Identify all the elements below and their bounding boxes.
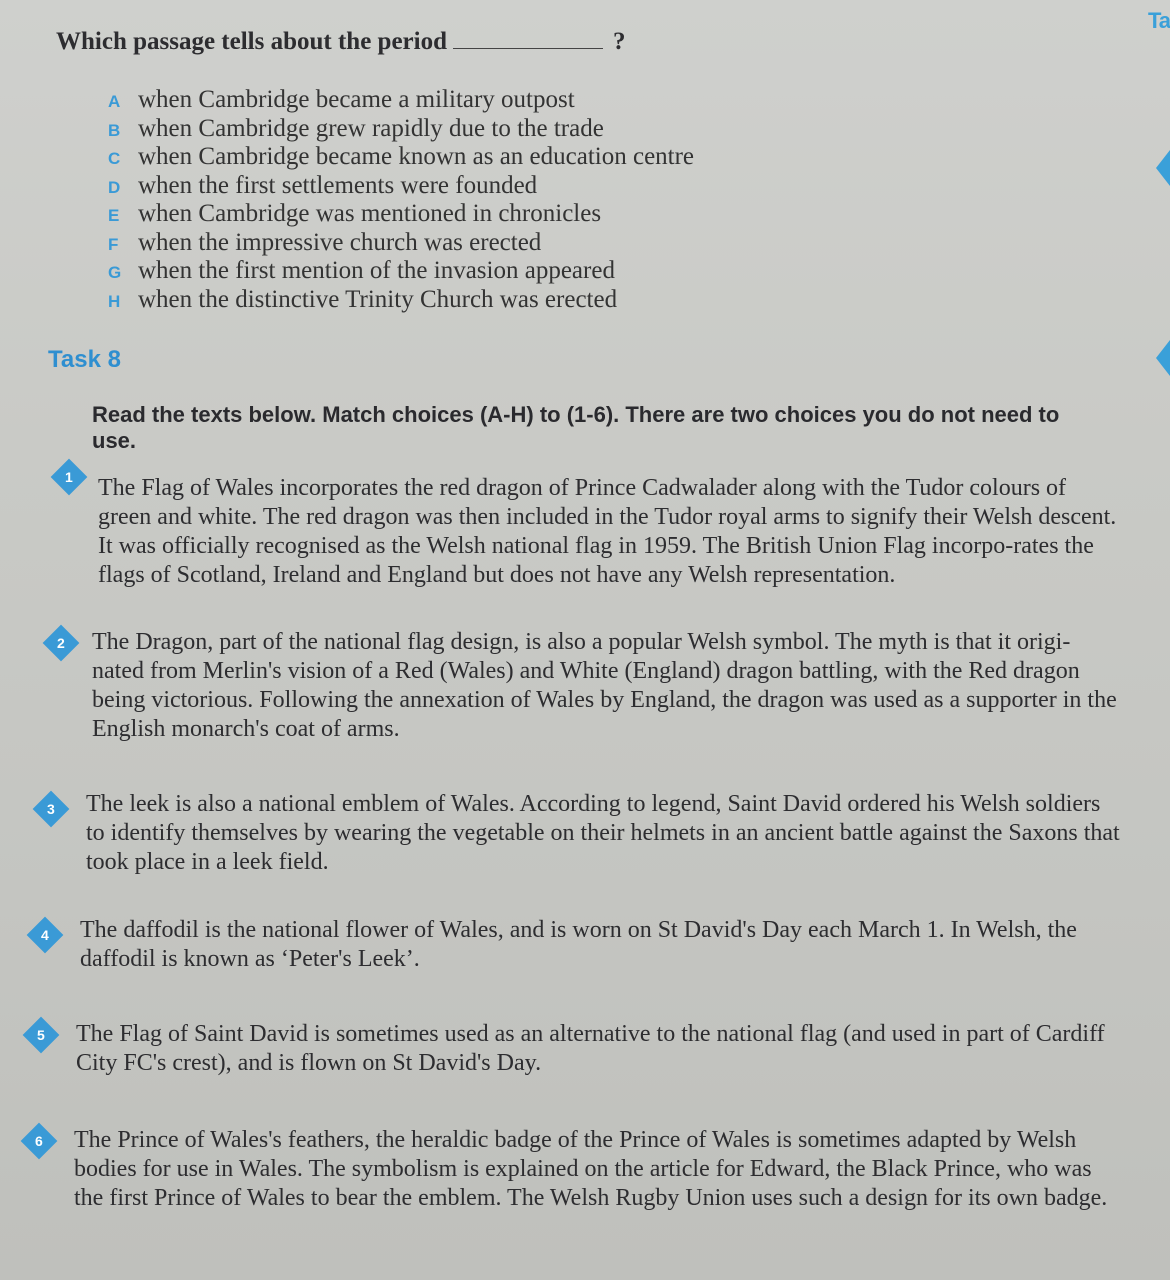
task-instructions: Read the texts below. Match choices (A-H) to (1-6). There are two choices you do not need to use. (92, 402, 1060, 453)
option-f (108, 229, 708, 258)
option-letter: F (108, 234, 119, 254)
passage-1: The Flag of Wales incorporates the red dragon of Prince Cadwalader along with the Tudor colours of green and white. The red dragon was then included in the Tudor royal arms to signify their Welsh descent. It was officially recognised as the Welsh national flag in 1959. The British Union Flag incorpo-rates the flags of Scotland, Ireland and England but does not have any Welsh representation. (98, 475, 1117, 588)
options-list (108, 86, 708, 314)
answer-blank[interactable] (453, 48, 603, 49)
option-c (108, 143, 708, 172)
passage-5: The Flag of Saint David is sometimes used as an alternative to the national flag (and used in part of Cardiff City FC's crest), and is flown on St David's Day. (76, 1021, 1105, 1076)
task-title: Task 8 (48, 346, 121, 373)
passage-number: 6 (35, 1132, 43, 1149)
passage-3: The leek is also a national emblem of Wales. According to legend, Saint David ordered his Welsh soldiers to identify themselves by wearing the vegetable on their helmets in an ancient battle against the Saxons that took place in a leek field. (86, 791, 1120, 875)
passage-number-badge (43, 625, 80, 662)
option-text: when the distinctive Trinity Church was erected (138, 285, 618, 313)
option-letter: E (108, 206, 120, 225)
option-d (108, 172, 708, 201)
option-letter: D (108, 177, 121, 197)
passage-number-badge (27, 917, 64, 954)
option-g (108, 257, 708, 286)
option-text: when the first mention of the invasion appeared (138, 257, 615, 284)
option-letter: A (108, 92, 121, 111)
question (56, 28, 626, 56)
option-letter: C (108, 149, 121, 168)
option-b (108, 115, 708, 144)
option-text: when the impressive church was erected (138, 228, 542, 256)
passage-2: The Dragon, part of the national flag design, is also a popular Welsh symbol. The myth is that it origi-nated from Merlin's vision of a Red (Wales) and White (England) dragon battling, with the Red dragon being victorious. Following the annexation of Wales by England, the dragon was used as a supporter in the English monarch's coat of arms. (92, 629, 1117, 742)
passage-number: 1 (65, 468, 73, 485)
edge-marker-bottom (1156, 340, 1170, 376)
option-text: when Cambridge was mentioned in chronicles (138, 200, 602, 227)
option-h (108, 286, 708, 315)
passage-4: The daffodil is the national flower of Wales, and is worn on St David's Day each March 1. In Welsh, the daffodil is known as ‘Peter's Leek’. (80, 917, 1077, 972)
option-a (108, 86, 708, 115)
option-e (108, 200, 708, 229)
option-text: when Cambridge grew rapidly due to the trade (138, 114, 604, 142)
question-text: Which passage tells about the period (56, 28, 448, 55)
passage-number-badge (21, 1123, 58, 1160)
passage-number: 5 (37, 1026, 45, 1043)
passage-number-badge (33, 791, 70, 828)
option-text: when Cambridge became known as an education centre (138, 143, 695, 170)
option-letter: B (108, 120, 121, 140)
question-mark: ? (613, 28, 626, 55)
passage-number: 2 (57, 634, 65, 651)
option-letter: H (108, 291, 121, 311)
page-tab-label: Ta (1147, 8, 1170, 33)
passage-number: 3 (47, 800, 55, 817)
option-text: when the first settlements were founded (138, 171, 538, 199)
passage-number-badge (23, 1017, 60, 1054)
option-text: when Cambridge became a military outpost (138, 86, 575, 113)
passage-6: The Prince of Wales's feathers, the heraldic badge of the Prince of Wales is sometimes adapted by Welsh bodies for use in Wales. The symbolism is explained on the article for Edward, the Black Prince, who was the first Prince of Wales to bear the emblem. The Welsh Rugby Union uses such a design for its own badge. (74, 1127, 1108, 1211)
passage-number: 4 (41, 926, 49, 943)
option-letter: G (108, 263, 122, 282)
passage-number-badge (51, 459, 88, 496)
edge-marker-top (1156, 150, 1170, 186)
